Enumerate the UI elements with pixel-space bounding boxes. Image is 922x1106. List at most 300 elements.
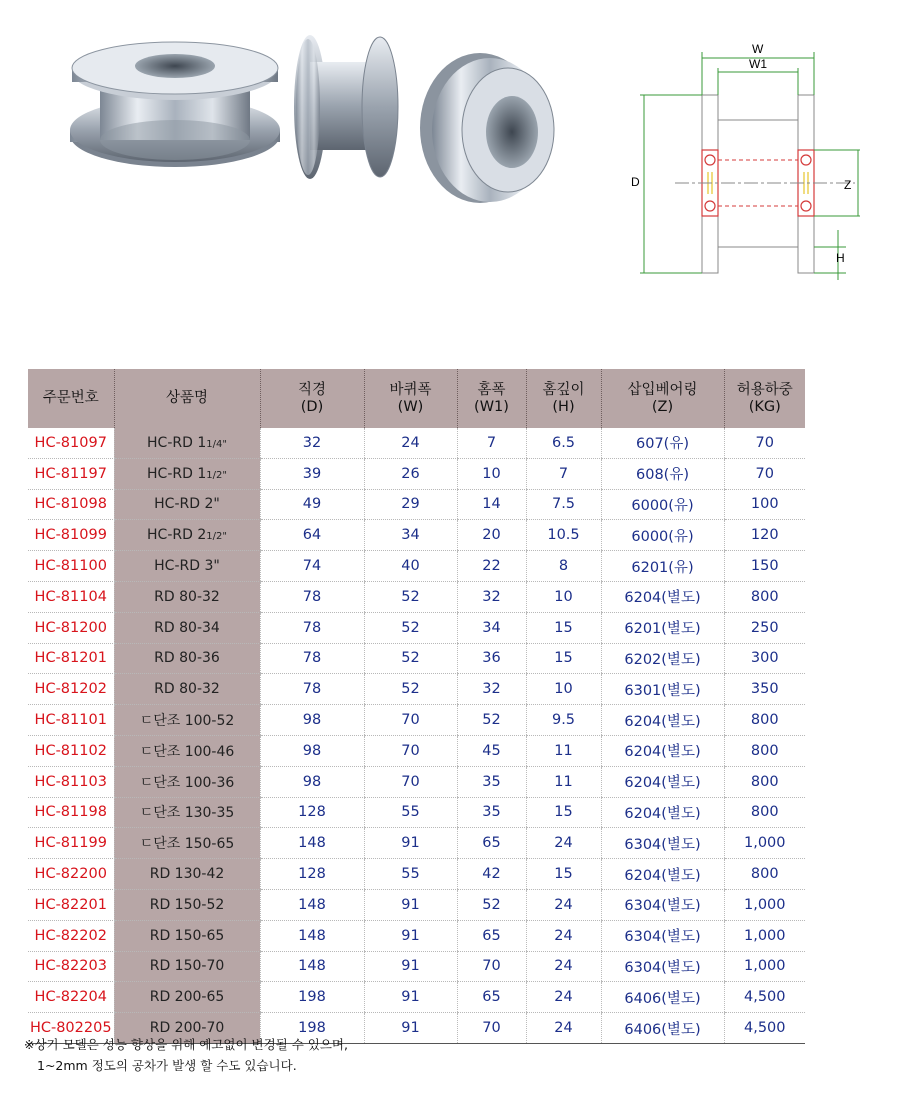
groove-depth-cell <box>526 797 601 828</box>
diameter-cell <box>260 551 364 582</box>
groove-width-cell <box>457 705 526 736</box>
label-w1: W1 <box>749 57 767 71</box>
product-name-cell <box>114 489 260 520</box>
load-capacity-cell-text: 150 <box>750 558 779 575</box>
diameter-cell <box>260 612 364 643</box>
bearing-cell-text: 6304(별도) <box>624 959 701 976</box>
table-row <box>28 489 805 520</box>
bearing-cell <box>601 428 724 458</box>
header-line-1: 바퀴폭 <box>389 381 432 398</box>
table-row <box>28 458 805 489</box>
product-name-cell-text: ㄷ단조 130-35 <box>139 805 235 822</box>
groove-width-cell-text: 35 <box>482 804 501 821</box>
table-row <box>28 520 805 551</box>
bearing-cell <box>601 889 724 920</box>
header-line-1: 홈폭 <box>477 381 506 398</box>
diameter-cell-text: 74 <box>302 558 322 575</box>
diameter-cell <box>260 951 364 982</box>
product-name-cell-text: RD 80-32 <box>154 681 220 698</box>
order-no-cell <box>28 705 114 736</box>
order-no-cell <box>28 889 114 920</box>
groove-width-cell <box>457 889 526 920</box>
wheel-width-cell-text: 70 <box>401 773 420 790</box>
groove-width-cell-text: 52 <box>482 712 501 729</box>
bearing-cell-text: 6204(별도) <box>624 713 701 730</box>
bearing-cell <box>601 1013 724 1044</box>
product-name-cell <box>114 828 260 859</box>
load-capacity-cell <box>724 643 805 674</box>
load-capacity-cell-text: 1,000 <box>743 958 786 975</box>
load-capacity-cell <box>724 612 805 643</box>
diameter-cell <box>260 581 364 612</box>
header-bearing <box>601 369 724 428</box>
load-capacity-cell <box>724 428 805 458</box>
header-line-1: 허용하중 <box>736 381 793 398</box>
groove-depth-cell <box>526 581 601 612</box>
wheel-width-cell <box>364 797 457 828</box>
table-row <box>28 428 805 458</box>
order-no-cell <box>28 643 114 674</box>
header-line-1: 삽입베어링 <box>627 381 698 398</box>
product-name-fraction: 1/2" <box>206 469 227 481</box>
diameter-cell <box>260 982 364 1013</box>
wheel-width-cell-text: 70 <box>401 742 420 759</box>
groove-width-cell-text: 14 <box>482 496 501 513</box>
groove-width-cell-text: 32 <box>482 681 501 698</box>
bearing-cell <box>601 458 724 489</box>
wheel-width-cell-text: 91 <box>401 896 420 913</box>
table-row <box>28 951 805 982</box>
bearing-cell-text: 6000(유) <box>631 528 694 545</box>
product-name-cell <box>114 520 260 551</box>
diameter-cell-text: 78 <box>302 588 322 605</box>
load-capacity-cell <box>724 766 805 797</box>
product-name-cell <box>114 920 260 951</box>
groove-depth-cell <box>526 643 601 674</box>
table-row <box>28 920 805 951</box>
order-no-cell-text: HC-82204 <box>34 989 107 1006</box>
header-line-2: (H) <box>552 398 575 415</box>
table-row <box>28 674 805 705</box>
bearing-cell <box>601 581 724 612</box>
diameter-cell <box>260 643 364 674</box>
order-no-cell-text: HC-81197 <box>34 465 107 482</box>
wheel-width-cell <box>364 581 457 612</box>
groove-width-cell-text: 36 <box>482 650 501 667</box>
bearing-cell <box>601 489 724 520</box>
product-name-cell <box>114 674 260 705</box>
bearing-cell <box>601 766 724 797</box>
diameter-cell <box>260 828 364 859</box>
order-no-cell-text: HC-82203 <box>34 958 107 975</box>
bearing-cell-text: 6202(별도) <box>624 651 701 668</box>
load-capacity-cell-text: 70 <box>755 434 774 451</box>
wheel-width-cell-text: 29 <box>401 496 420 513</box>
groove-depth-cell <box>526 674 601 705</box>
wheel-width-cell <box>364 551 457 582</box>
header-line-2: (Z) <box>651 398 674 415</box>
diameter-cell-text: 78 <box>302 619 322 636</box>
groove-width-cell <box>457 458 526 489</box>
diameter-cell <box>260 674 364 705</box>
bearing-cell-text: 6304(별도) <box>624 898 701 915</box>
bearing-cell-text: 6304(별도) <box>624 836 701 853</box>
load-capacity-cell <box>724 520 805 551</box>
diameter-cell <box>260 458 364 489</box>
table-row <box>28 828 805 859</box>
groove-width-cell-text: 20 <box>482 527 501 544</box>
groove-width-cell <box>457 828 526 859</box>
load-capacity-cell <box>724 920 805 951</box>
wheel-width-cell-text: 70 <box>401 712 420 729</box>
groove-width-cell <box>457 581 526 612</box>
table-row <box>28 889 805 920</box>
groove-depth-cell <box>526 428 601 458</box>
table-row <box>28 766 805 797</box>
header-load-capacity <box>724 369 805 428</box>
footnote <box>24 1034 348 1076</box>
wheel-width-cell <box>364 920 457 951</box>
load-capacity-cell-text: 350 <box>750 681 779 698</box>
order-no-cell-text: HC-81199 <box>34 835 107 852</box>
header-product-name <box>114 369 260 428</box>
groove-width-cell <box>457 766 526 797</box>
product-name-cell-text: RD 200-65 <box>149 989 225 1006</box>
wheel-width-cell <box>364 735 457 766</box>
order-no-cell-text: HC-81097 <box>34 434 107 451</box>
order-no-cell <box>28 766 114 797</box>
order-no-cell <box>28 735 114 766</box>
bearing-cell-text: 6204(별도) <box>624 590 701 607</box>
groove-width-cell-text: 52 <box>482 896 501 913</box>
order-no-cell <box>28 920 114 951</box>
bearing-cell <box>601 612 724 643</box>
wheel-width-cell-text: 52 <box>401 681 420 698</box>
product-name-cell <box>114 705 260 736</box>
groove-depth-cell <box>526 828 601 859</box>
groove-depth-cell-text: 15 <box>554 650 573 667</box>
bearing-cell <box>601 920 724 951</box>
order-no-cell <box>28 551 114 582</box>
groove-width-cell-text: 34 <box>482 619 501 636</box>
wheel-width-cell-text: 52 <box>401 588 420 605</box>
wheel-width-cell <box>364 889 457 920</box>
groove-depth-cell <box>526 982 601 1013</box>
diameter-cell-text: 148 <box>298 958 326 975</box>
header-order-no <box>28 369 114 428</box>
load-capacity-cell-text: 1,000 <box>743 927 786 944</box>
groove-depth-cell-text: 9.5 <box>551 712 576 729</box>
wheel-width-cell-text: 91 <box>401 1020 420 1037</box>
groove-depth-cell-text: 6.5 <box>551 434 576 451</box>
groove-width-cell <box>457 612 526 643</box>
diameter-cell-text: 148 <box>298 927 326 944</box>
product-name-cell-text: HC-RD 1 <box>147 465 207 482</box>
product-name-cell-text: RD 130-42 <box>149 866 225 883</box>
header-line-1: 상품명 <box>165 390 209 406</box>
bearing-cell <box>601 828 724 859</box>
table-row <box>28 643 805 674</box>
groove-width-cell <box>457 797 526 828</box>
diameter-cell-text: 32 <box>302 434 322 451</box>
product-name-cell-text: ㄷ단조 100-46 <box>139 743 235 760</box>
table-row <box>28 982 805 1013</box>
bearing-cell-text: 6406(별도) <box>624 990 701 1007</box>
groove-depth-cell-text: 24 <box>554 835 573 852</box>
load-capacity-cell-text: 4,500 <box>743 989 786 1006</box>
table-row <box>28 551 805 582</box>
order-no-cell <box>28 674 114 705</box>
product-name-cell <box>114 735 260 766</box>
bearing-cell-text: 6201(유) <box>631 559 694 576</box>
groove-width-cell <box>457 735 526 766</box>
groove-width-cell-text: 32 <box>482 588 501 605</box>
groove-depth-cell <box>526 520 601 551</box>
wheel-width-cell-text: 52 <box>401 650 420 667</box>
header-line-2: (W1) <box>474 398 509 415</box>
load-capacity-cell-text: 800 <box>750 866 779 883</box>
footnote-line-2: 1~2mm 정도의 공차가 발생 할 수도 있습니다. <box>37 1058 297 1073</box>
bearing-cell-text: 6301(별도) <box>624 682 701 699</box>
wheel-width-cell <box>364 705 457 736</box>
groove-width-cell-text: 65 <box>482 989 501 1006</box>
wheel-width-cell <box>364 766 457 797</box>
order-no-cell <box>28 951 114 982</box>
order-no-cell-text: HC-81102 <box>34 742 107 759</box>
wheel-bore <box>420 53 554 203</box>
wheel-width-cell <box>364 612 457 643</box>
order-no-cell-text: HC-81198 <box>34 804 107 821</box>
order-no-cell <box>28 581 114 612</box>
label-h: H <box>836 251 845 265</box>
load-capacity-cell <box>724 982 805 1013</box>
load-capacity-cell <box>724 735 805 766</box>
order-no-cell-text: HC-81103 <box>34 773 107 790</box>
load-capacity-cell <box>724 581 805 612</box>
bearing-cell-text: 6304(별도) <box>624 929 701 946</box>
groove-width-cell <box>457 1013 526 1044</box>
order-no-cell-text: HC-82202 <box>34 927 107 944</box>
order-no-cell-text: HC-81104 <box>34 588 107 605</box>
load-capacity-cell-text: 1,000 <box>743 896 786 913</box>
groove-width-cell <box>457 428 526 458</box>
groove-depth-cell <box>526 458 601 489</box>
product-name-cell <box>114 551 260 582</box>
order-no-cell <box>28 489 114 520</box>
product-name-cell-text: RD 150-52 <box>149 896 225 913</box>
product-name-cell-text: RD 80-32 <box>154 588 220 605</box>
diameter-cell-text: 128 <box>298 866 326 883</box>
groove-width-cell <box>457 982 526 1013</box>
product-name-cell <box>114 889 260 920</box>
header-diameter <box>260 369 364 428</box>
wheel-width-cell <box>364 643 457 674</box>
groove-depth-cell-text: 24 <box>554 927 573 944</box>
header-line-2: (W) <box>397 398 424 415</box>
product-name-cell <box>114 982 260 1013</box>
groove-depth-cell-text: 11 <box>554 742 573 759</box>
order-no-cell-text: HC-802205 <box>29 1020 112 1037</box>
order-no-cell <box>28 828 114 859</box>
bearing-cell-text: 6204(별도) <box>624 805 701 822</box>
product-name-cell-text: HC-RD 2" <box>154 496 220 513</box>
wheel-upright <box>294 35 398 179</box>
label-w: W <box>752 42 764 56</box>
product-name-cell <box>114 797 260 828</box>
bearing-cell <box>601 551 724 582</box>
groove-width-cell <box>457 551 526 582</box>
table-row <box>28 581 805 612</box>
wheel-width-cell <box>364 489 457 520</box>
order-no-cell <box>28 982 114 1013</box>
diameter-cell-text: 64 <box>302 527 322 544</box>
groove-depth-cell-text: 24 <box>554 896 573 913</box>
load-capacity-cell-text: 800 <box>750 712 779 729</box>
diameter-cell <box>260 889 364 920</box>
load-capacity-cell-text: 70 <box>755 465 774 482</box>
groove-width-cell-text: 10 <box>482 465 501 482</box>
product-name-cell <box>114 458 260 489</box>
groove-width-cell-text: 22 <box>482 558 501 575</box>
diameter-cell-text: 78 <box>302 681 322 698</box>
groove-depth-cell-text: 24 <box>554 989 573 1006</box>
wheel-width-cell-text: 24 <box>401 434 420 451</box>
load-capacity-cell-text: 800 <box>750 588 779 605</box>
diameter-cell-text: 148 <box>298 896 326 913</box>
load-capacity-cell-text: 4,500 <box>743 1020 786 1037</box>
bearing-cell-text: 6406(별도) <box>624 1021 701 1038</box>
label-d: D <box>631 175 640 189</box>
load-capacity-cell <box>724 797 805 828</box>
bearing-cell-text: 607(유) <box>636 436 689 453</box>
groove-depth-cell <box>526 489 601 520</box>
product-name-cell-text: HC-RD 1 <box>147 434 207 451</box>
order-no-cell-text: HC-82201 <box>34 896 107 913</box>
bearing-cell <box>601 797 724 828</box>
wheel-width-cell-text: 91 <box>401 835 420 852</box>
groove-width-cell <box>457 489 526 520</box>
spec-table <box>28 369 805 1044</box>
header-groove-depth <box>526 369 601 428</box>
product-name-cell-text: RD 200-70 <box>149 1020 225 1037</box>
groove-width-cell <box>457 920 526 951</box>
load-capacity-cell-text: 120 <box>750 527 779 544</box>
load-capacity-cell <box>724 551 805 582</box>
groove-depth-cell <box>526 859 601 890</box>
groove-depth-cell-text: 10 <box>554 588 573 605</box>
groove-width-cell <box>457 674 526 705</box>
diameter-cell-text: 98 <box>302 742 322 759</box>
bearing-cell-text: 6201(별도) <box>624 621 701 638</box>
groove-depth-cell <box>526 612 601 643</box>
wheel-width-cell <box>364 828 457 859</box>
groove-width-cell-text: 65 <box>482 927 501 944</box>
bearing-cell <box>601 705 724 736</box>
diameter-cell-text: 128 <box>298 804 326 821</box>
diameter-cell <box>260 859 364 890</box>
groove-width-cell-text: 7 <box>486 434 497 451</box>
groove-width-cell-text: 42 <box>482 866 501 883</box>
load-capacity-cell <box>724 951 805 982</box>
load-capacity-cell-text: 250 <box>750 619 779 636</box>
table-row <box>28 612 805 643</box>
diameter-cell <box>260 920 364 951</box>
diameter-cell <box>260 489 364 520</box>
product-name-cell-text: HC-RD 2 <box>147 527 207 544</box>
bearing-cell <box>601 859 724 890</box>
dimension-diagram <box>630 40 860 280</box>
groove-depth-cell-text: 11 <box>554 773 573 790</box>
diameter-cell-text: 148 <box>298 835 326 852</box>
order-no-cell <box>28 797 114 828</box>
groove-width-cell <box>457 951 526 982</box>
bearing-cell-text: 6204(별도) <box>624 744 701 761</box>
product-name-cell-text: RD 80-36 <box>154 650 220 667</box>
wheel-width-cell <box>364 1013 457 1044</box>
load-capacity-cell <box>724 458 805 489</box>
header-line-1: 직경 <box>297 381 326 398</box>
groove-width-cell <box>457 643 526 674</box>
wheel-width-cell <box>364 520 457 551</box>
wheel-width-cell <box>364 859 457 890</box>
groove-depth-cell-text: 24 <box>554 958 573 975</box>
header-groove-width <box>457 369 526 428</box>
groove-depth-cell <box>526 735 601 766</box>
diameter-cell-text: 39 <box>302 465 322 482</box>
product-name-fraction: 1/4" <box>206 438 227 450</box>
product-name-cell <box>114 951 260 982</box>
load-capacity-cell-text: 300 <box>750 650 779 667</box>
diameter-cell <box>260 735 364 766</box>
order-no-cell-text: HC-81101 <box>34 712 107 729</box>
order-no-cell-text: HC-81202 <box>34 681 107 698</box>
groove-depth-cell <box>526 951 601 982</box>
product-name-cell-text: RD 150-65 <box>149 927 225 944</box>
product-photo <box>60 30 560 220</box>
product-name-cell-text: ㄷ단조 100-36 <box>139 774 235 791</box>
groove-depth-cell <box>526 705 601 736</box>
table-row <box>28 735 805 766</box>
groove-depth-cell <box>526 1013 601 1044</box>
wheel-width-cell-text: 91 <box>401 958 420 975</box>
load-capacity-cell <box>724 674 805 705</box>
bearing-cell-text: 6000(유) <box>631 497 694 514</box>
table-row <box>28 797 805 828</box>
wheel-flat <box>70 42 280 167</box>
load-capacity-cell <box>724 489 805 520</box>
groove-depth-cell-text: 7 <box>558 465 569 482</box>
bearing-cell-text: 6204(별도) <box>624 867 701 884</box>
bearing-cell <box>601 951 724 982</box>
diameter-cell-text: 198 <box>298 989 326 1006</box>
groove-depth-cell <box>526 889 601 920</box>
order-no-cell <box>28 520 114 551</box>
groove-width-cell-text: 70 <box>482 1020 501 1037</box>
diameter-cell-text: 198 <box>298 1020 326 1037</box>
wheel-width-cell-text: 26 <box>401 465 420 482</box>
product-name-cell <box>114 766 260 797</box>
load-capacity-cell <box>724 859 805 890</box>
groove-depth-cell-text: 24 <box>554 1020 573 1037</box>
product-name-cell-text: RD 150-70 <box>149 958 225 975</box>
table-row <box>28 705 805 736</box>
groove-depth-cell-text: 15 <box>554 619 573 636</box>
groove-depth-cell-text: 15 <box>554 804 573 821</box>
bearing-cell <box>601 643 724 674</box>
header-line-1: 홈깊이 <box>542 381 585 398</box>
wheel-width-cell <box>364 458 457 489</box>
groove-depth-cell <box>526 551 601 582</box>
